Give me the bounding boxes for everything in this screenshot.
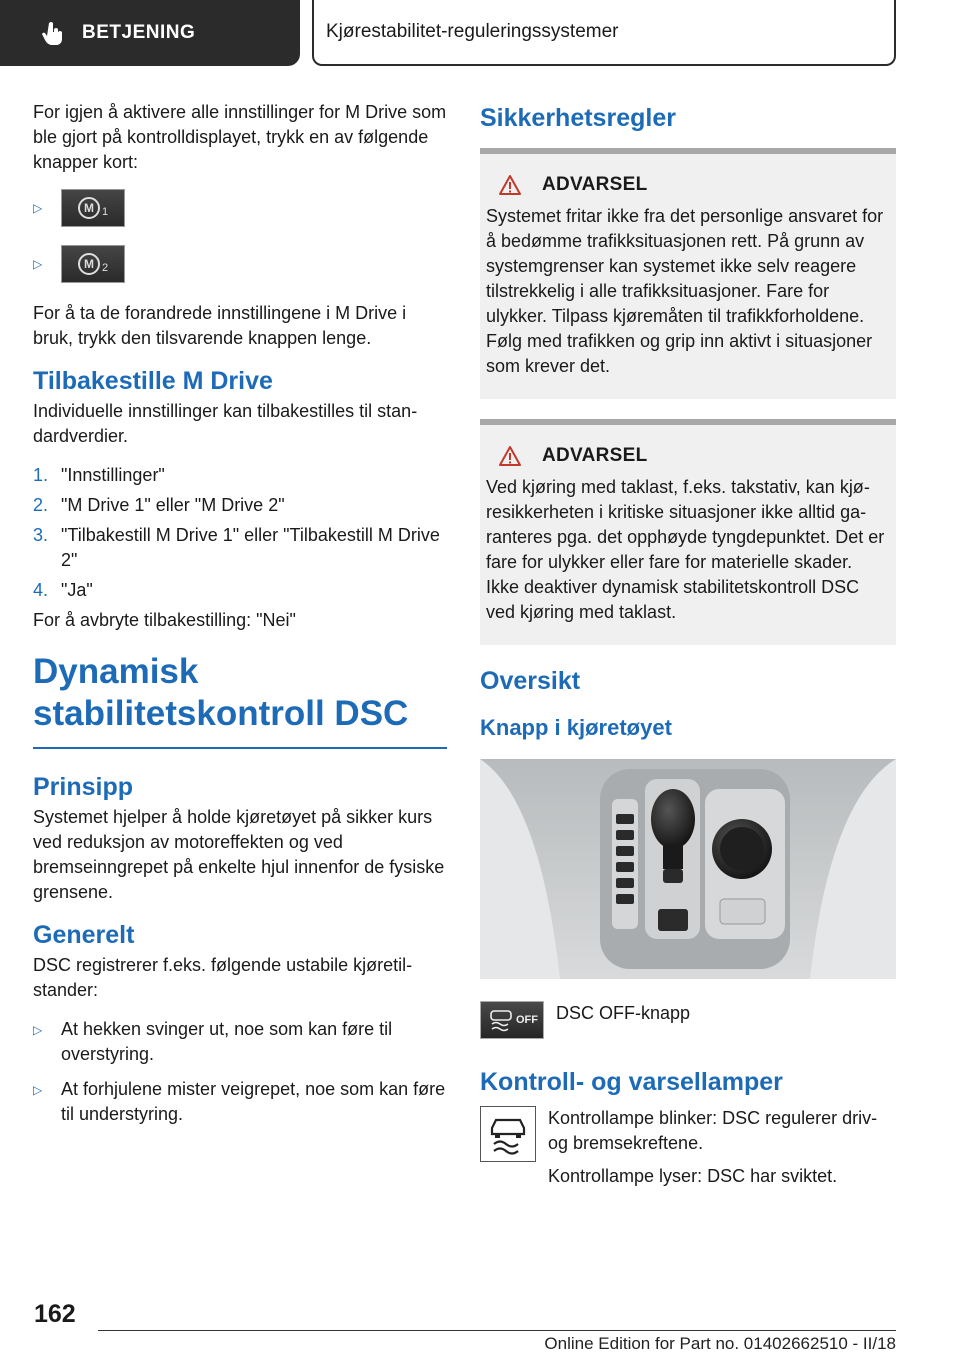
list-item: 1. "Innstillinger" xyxy=(33,465,165,485)
left-column xyxy=(33,100,447,1137)
warning-box xyxy=(480,419,896,645)
general-heading: Generelt xyxy=(33,921,135,949)
center-console-illustration xyxy=(480,759,896,979)
general-text: DSC registrerer f.eks. følgende ustabile kjøretilstander: xyxy=(33,955,413,1000)
after-buttons-text: For å ta de forandrede innstillingene i M Drive i bruk, trykk den tilsvarende knappen lenge. xyxy=(33,303,407,348)
lamp-on-text: Kontrollampe lyser: DSC har sviktet. xyxy=(548,1166,838,1186)
principle-heading: Prinsipp xyxy=(33,773,134,801)
center-console-photo xyxy=(480,759,896,979)
overview-heading: Oversikt xyxy=(480,667,581,695)
car-skid-icon xyxy=(486,1008,516,1032)
warning-title: ADVARSEL xyxy=(542,445,648,466)
list-item: ▷ At forhjulene mister veigrepet, noe som kan føre til understyring. xyxy=(33,1077,447,1127)
dsc-off-button-icon xyxy=(480,1001,544,1039)
triangle-bullet-icon: ▷ xyxy=(33,1023,43,1037)
m-drive-1-button-icon xyxy=(61,189,125,227)
general-list xyxy=(33,1017,447,1127)
m-sub-number: 2 xyxy=(101,262,109,274)
footer-rule xyxy=(98,1330,896,1331)
lamp-row xyxy=(480,1106,896,1203)
dsc-off-icon-text: OFF xyxy=(516,1014,538,1026)
triangle-bullet-icon: ▷ xyxy=(33,1083,43,1097)
page-number: 162 xyxy=(34,1300,76,1328)
warning-triangle-icon xyxy=(498,445,522,467)
footer-edition: Online Edition for Part no. 01402662510 - II/18 xyxy=(544,1334,896,1353)
safety-heading: Sikkerhetsregler xyxy=(480,104,676,132)
warning-title: ADVARSEL xyxy=(542,174,648,195)
m-drive-2-row xyxy=(33,245,447,283)
reset-text: Individuelle innstillinger kan tilbakestilles til standardverdier. xyxy=(33,401,418,446)
dsc-off-row xyxy=(480,1001,896,1040)
dsc-indicator-lamp-icon xyxy=(480,1106,536,1162)
page-header xyxy=(0,0,960,66)
intro-text: For igjen å aktivere alle innstillinger for M Drive som ble gjort på kontrolldisplayet, trykk en av følgende knapper kort: xyxy=(33,102,447,172)
cancel-text: For å avbryte tilbakestilling: "Nei" xyxy=(33,610,296,630)
m-letter: M xyxy=(78,253,100,275)
m-drive-2-button-icon xyxy=(61,245,125,283)
triangle-bullet-icon: ▷ xyxy=(33,257,43,271)
dsc-button-label: DSC OFF-knapp xyxy=(556,1003,691,1023)
warning-header xyxy=(486,445,888,467)
list-item: 3. "Tilbakestill M Drive 1" eller "Tilbakestill M Drive 2" xyxy=(33,525,440,570)
warning-header xyxy=(486,174,888,196)
warning-box xyxy=(480,148,896,399)
reset-steps xyxy=(33,463,447,603)
list-item: ▷ At hekken svinger ut, noe som kan føre til overstyring. xyxy=(33,1017,447,1067)
right-column xyxy=(480,100,896,1203)
button-heading: Knapp i kjøretøyet xyxy=(480,715,672,740)
lamp-descriptions xyxy=(548,1106,896,1203)
m-sub-number: 1 xyxy=(101,206,109,218)
triangle-bullet-icon: ▷ xyxy=(33,201,43,215)
list-item: 2. "M Drive 1" eller "M Drive 2" xyxy=(33,495,285,515)
main-heading: Dynamisk stabilitetskontroll DSC xyxy=(33,651,447,749)
warning-text: Ved kjøring med taklast, f.eks. takstativ, kan kjøresikkerheten i kritiske situasjoner ikke alltid garanteres pga. det opphøyde tyngdepunktet. Det er fare for ulykker eller fare for materielle skader. Ikke deaktiver dynamisk stabilitetskontroll DSC ved kjøring med taklast. xyxy=(486,477,885,622)
chapter-title: Kjørestabilitet-reguleringssystemer xyxy=(312,0,896,66)
reset-heading: Tilbakestille M Drive xyxy=(33,367,273,395)
lamp-blink-text: Kontrollampe blinker: DSC regulerer driv- og bremsekreftene. xyxy=(548,1108,878,1153)
m-letter: M xyxy=(78,197,100,219)
list-item: 4. "Ja" xyxy=(33,580,93,600)
section-tab xyxy=(0,0,300,66)
hand-pointer-icon xyxy=(40,20,66,46)
principle-text: Systemet hjelper å holde kjøretøyet på sikker kurs ved reduksjon av motoreffekten og ved bremseinngrepet på enkelte hjul innenfor de fysiske grensene. xyxy=(33,807,445,902)
section-tab-label: BETJENING xyxy=(82,22,196,43)
car-skid-icon xyxy=(486,1112,530,1156)
m-drive-1-row xyxy=(33,189,447,227)
warning-triangle-icon xyxy=(498,174,522,196)
lamps-heading: Kontroll- og varsellamper xyxy=(480,1068,783,1096)
warning-text: Systemet fritar ikke fra det personlige ansvaret for å bedømme trafikksituasjonen rett. På grunn av systemgrenser kan systemet ikke selv reagere tilstrekkelig i alle trafikksituasjoner. Fare for ulykker. Tilpass kjøremåten til trafikkforholdene. Følg med trafikken og grip inn aktivt i situasjoner som krever det. xyxy=(486,206,884,376)
